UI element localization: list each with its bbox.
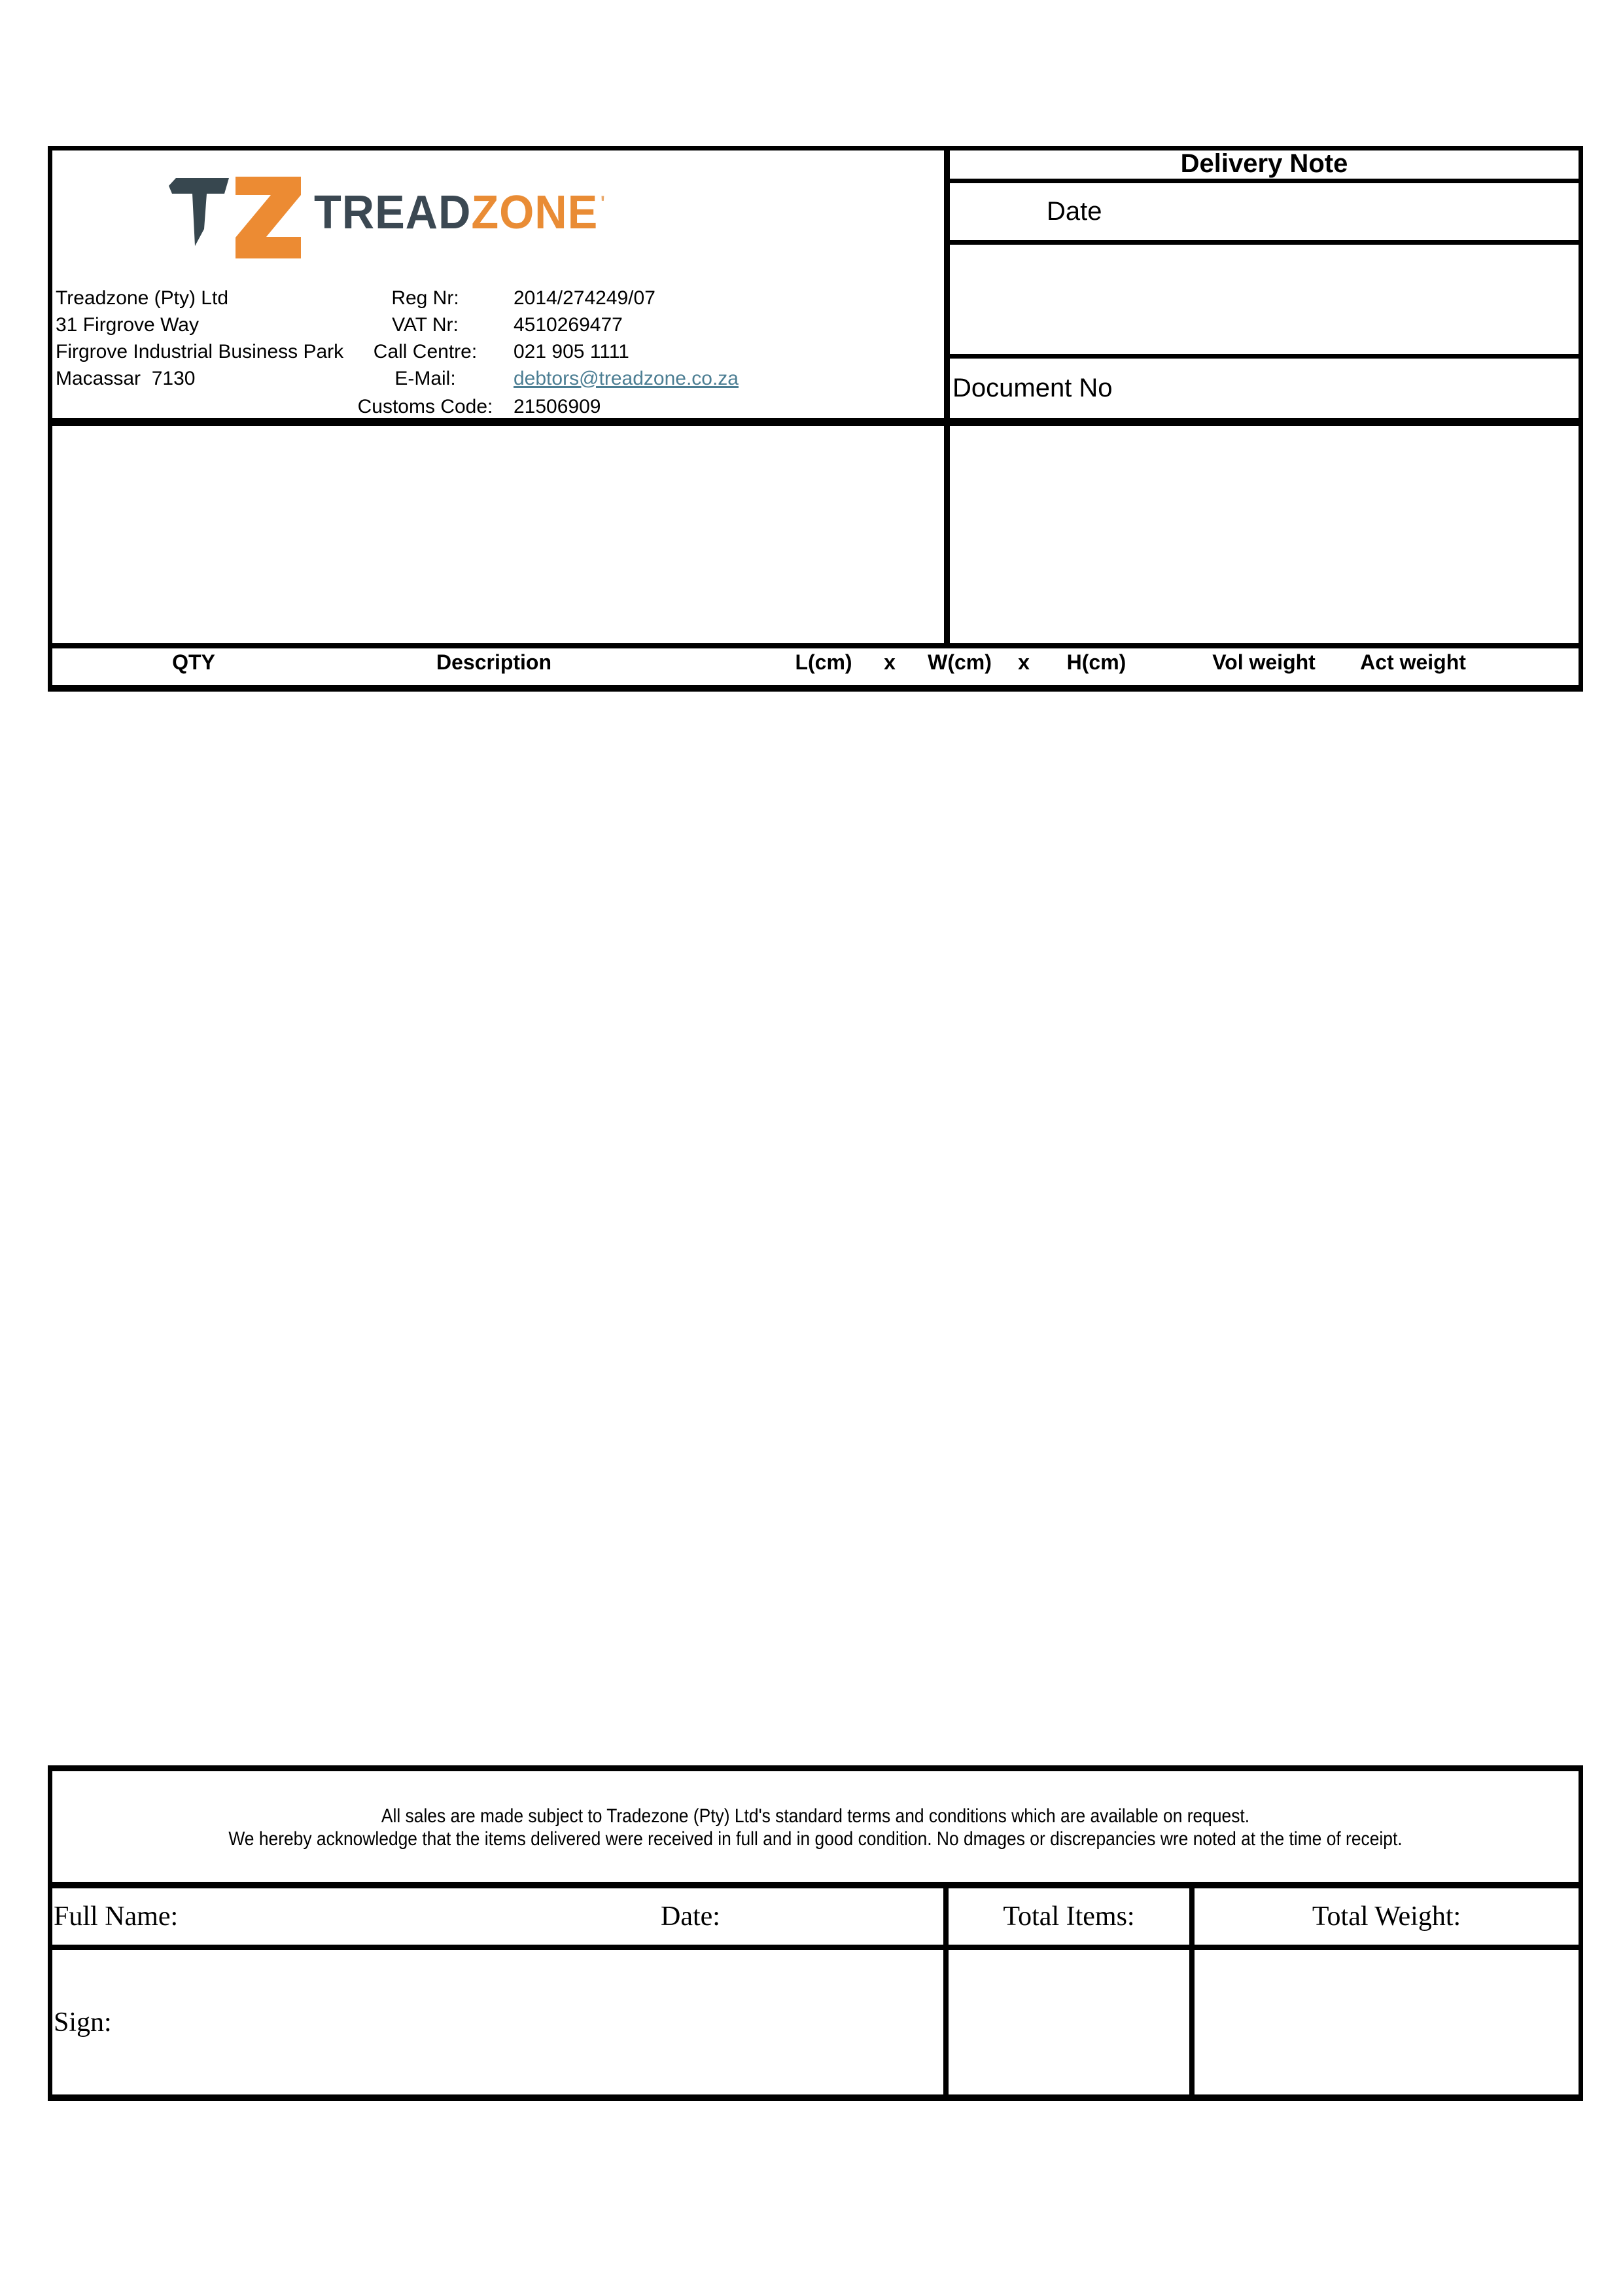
- fullname-row-bottom-border: [48, 1945, 1583, 1950]
- col-header-l-cm: L(cm): [795, 650, 852, 674]
- logo-t-glyph: [169, 178, 229, 246]
- top-block-main-divider: [944, 146, 950, 648]
- total-weight-label: Total Weight:: [1312, 1901, 1461, 1932]
- call-centre-label: Call Centre:: [373, 340, 478, 362]
- sign-label: Sign:: [54, 2007, 112, 2038]
- document-no-label: Document No: [952, 374, 1113, 402]
- total-items-field[interactable]: [949, 1950, 1189, 2094]
- col-header-x1: x: [884, 650, 896, 674]
- logo-z-glyph: [236, 177, 301, 258]
- bottom-block-border-right: [1579, 1765, 1583, 2101]
- footer-date-field[interactable]: [733, 1888, 942, 1945]
- bottom-block-border-left: [48, 1765, 52, 2101]
- customs-code-label: Customs Code:: [357, 395, 493, 417]
- email-link-text[interactable]: debtors@treadzone.co.za: [514, 367, 739, 389]
- terms-line-1: All sales are made subject to Tradezone (Pty) Ltd's standard terms and conditions which are available on request.: [381, 1805, 1250, 1827]
- bottom-block-border-top: [48, 1765, 1583, 1771]
- document-no-value[interactable]: [1145, 359, 1570, 418]
- company-city: Macassar 7130: [56, 367, 196, 389]
- date-field-label: Date: [1047, 197, 1102, 226]
- date-row-border: [944, 240, 1583, 245]
- total-items-label: Total Items:: [1003, 1901, 1135, 1932]
- delivery-note-box-border: [944, 179, 1583, 183]
- top-block-border-bottom: [48, 685, 1583, 692]
- call-centre-value: 021 905 1111: [514, 340, 629, 362]
- reference-box[interactable]: [950, 245, 1579, 354]
- sign-field[interactable]: [164, 1950, 942, 2094]
- full-name-label: Full Name:: [54, 1901, 179, 1932]
- header-block-bottom-border: [48, 418, 1583, 426]
- terms-line-2: We hereby acknowledge that the items delivered were received in full and in good condition. No dmages or discrepancies wre noted at the time of receipt.: [228, 1828, 1403, 1850]
- document-no-top-border: [944, 354, 1583, 359]
- bottom-block-border-bottom: [48, 2094, 1583, 2101]
- vat-nr-value: 4510269477: [514, 313, 623, 336]
- footer-divider-1: [943, 1888, 949, 2094]
- full-name-field[interactable]: [183, 1888, 641, 1945]
- email-link[interactable]: [514, 365, 808, 392]
- col-header-w-cm: W(cm): [928, 650, 992, 674]
- col-header-x2: x: [1018, 650, 1030, 674]
- delivery-note-title: Delivery Note: [1180, 149, 1348, 178]
- col-header-h-cm: H(cm): [1066, 650, 1126, 674]
- treadzone-wordmark: [314, 186, 606, 239]
- footer-date-label: Date:: [661, 1901, 720, 1932]
- treadzone-logo-monogram: [167, 173, 317, 262]
- reg-nr-label: Reg Nr:: [391, 287, 459, 309]
- col-header-qty: QTY: [172, 650, 215, 674]
- vat-nr-label: VAT Nr:: [392, 313, 459, 336]
- company-park: Firgrove Industrial Business Park: [56, 340, 344, 362]
- total-weight-field[interactable]: [1195, 1950, 1579, 2094]
- wordmark-tread: TREAD: [314, 186, 472, 239]
- reg-nr-value: 2014/274249/07: [514, 287, 655, 309]
- company-name: Treadzone (Pty) Ltd: [56, 287, 229, 309]
- col-header-description: Description: [436, 650, 552, 674]
- terms-bottom-border: [48, 1882, 1583, 1888]
- customs-code-value: 21506909: [514, 395, 601, 417]
- email-label: E-Mail:: [394, 367, 456, 389]
- col-header-act-weight: Act weight: [1360, 650, 1466, 674]
- trademark-tick-icon: ': [600, 192, 606, 214]
- wordmark-zone: ZONE: [471, 186, 599, 239]
- col-header-vol-weight: Vol weight: [1212, 650, 1316, 674]
- items-header-top-border: [48, 643, 1583, 648]
- client-address-box[interactable]: [52, 426, 944, 643]
- items-entry-area[interactable]: [48, 692, 1583, 1765]
- consignee-box[interactable]: [950, 426, 1579, 643]
- date-field-value[interactable]: [1145, 183, 1570, 240]
- company-street: 31 Firgrove Way: [56, 313, 199, 336]
- footer-divider-2: [1189, 1888, 1195, 2094]
